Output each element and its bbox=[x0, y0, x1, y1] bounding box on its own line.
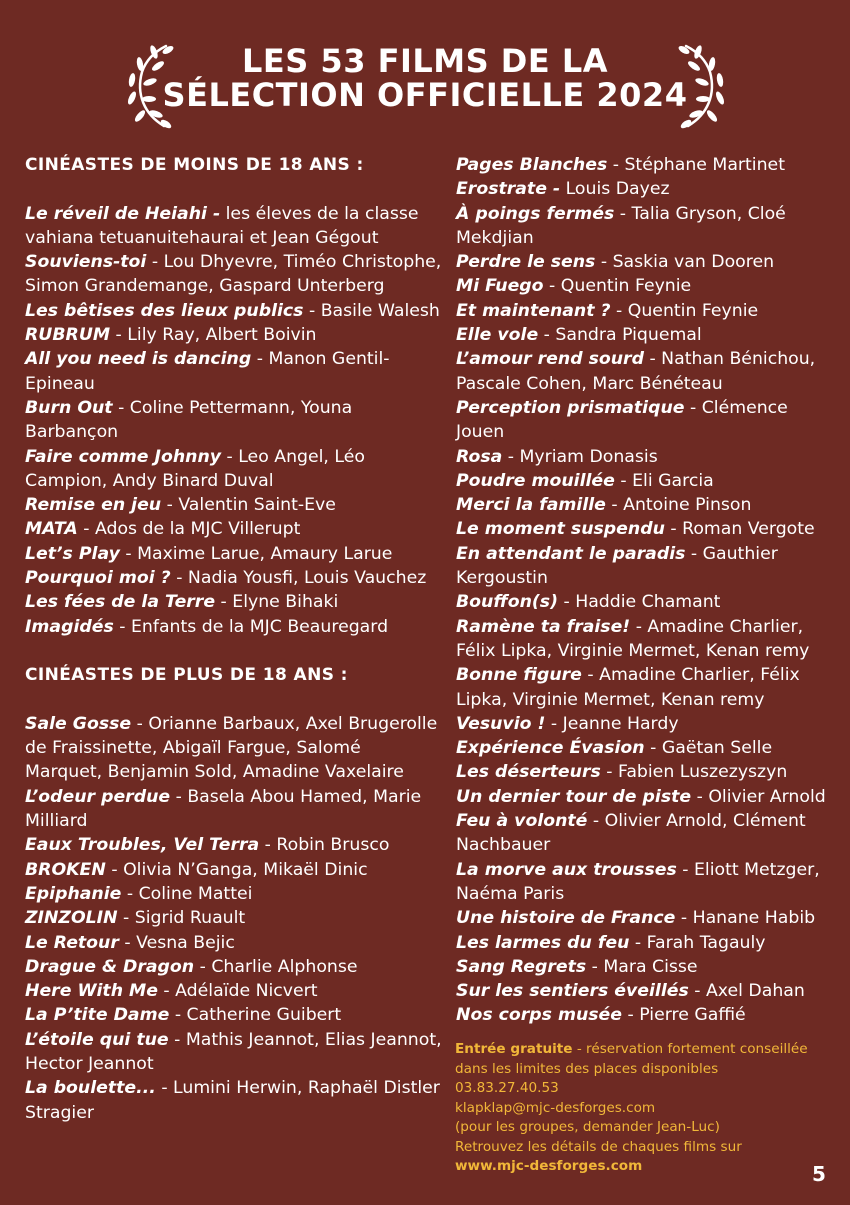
film-credits: - Roman Vergote bbox=[664, 519, 815, 540]
film-credits: - Gaëtan Selle bbox=[644, 738, 773, 759]
film-credits: - Lumini Herwin, Raphaël Distler Stragier bbox=[25, 1078, 440, 1123]
film-credits: - Hanane Habib bbox=[675, 908, 816, 929]
film-title: Feu à volonté bbox=[456, 811, 588, 832]
left-column bbox=[25, 153, 443, 1125]
film-credits: - Maxime Larue, Amaury Larue bbox=[119, 543, 393, 564]
film-credits: - Catherine Guibert bbox=[169, 1005, 342, 1026]
film-entry bbox=[456, 299, 836, 323]
film-entry bbox=[456, 663, 836, 712]
film-credits: - Manon Gentil-Epineau bbox=[25, 349, 390, 394]
film-entry bbox=[456, 445, 836, 469]
film-title: Perception prismatique bbox=[456, 397, 685, 418]
film-title: Un dernier tour de piste bbox=[456, 786, 692, 807]
film-entry bbox=[25, 566, 443, 590]
film-title: Eaux Troubles, Vel Terra bbox=[25, 835, 260, 856]
film-credits: - Jeanne Hardy bbox=[545, 713, 679, 734]
film-title: Burn Out bbox=[25, 397, 113, 418]
film-title: Faire comme Johnny bbox=[25, 446, 222, 467]
film-entry bbox=[456, 1003, 836, 1027]
film-entry bbox=[456, 323, 836, 347]
film-credits: - Quentin Feynie bbox=[543, 276, 692, 297]
film-credits: - Elyne Bihaki bbox=[215, 592, 339, 613]
details-note: Retrouvez les détails de chaques films sur bbox=[455, 1138, 742, 1155]
film-entry bbox=[456, 615, 836, 664]
film-entry bbox=[25, 979, 443, 1003]
film-list-over-18 bbox=[25, 712, 443, 1125]
film-title: Here With Me bbox=[25, 981, 158, 1002]
film-entry bbox=[25, 396, 443, 445]
film-entry bbox=[456, 396, 836, 445]
film-entry bbox=[25, 882, 443, 906]
email-address[interactable]: klapklap@mjc-desforges.com bbox=[455, 1099, 656, 1116]
film-credits: - Mathis Jeannot, Elias Jeannot, Hector Jeannot bbox=[25, 1029, 442, 1074]
film-credits: - Amadine Charlier, Félix Lipka, Virginie Mermet, Kenan remy bbox=[456, 665, 800, 710]
film-entry bbox=[456, 931, 836, 955]
film-credits: - Leo Angel, Léo Campion, Andy Binard Duval bbox=[25, 446, 365, 491]
film-title: Vesuvio ! bbox=[456, 713, 546, 734]
film-credits: - Olivier Arnold, Clément Nachbauer bbox=[456, 811, 806, 856]
film-credits: - Amadine Charlier, Félix Lipka, Virginie Mermet, Kenan remy bbox=[456, 616, 810, 661]
film-title: Elle vole bbox=[456, 325, 539, 346]
film-credits: - Stéphane Martinet bbox=[607, 155, 785, 175]
film-entry bbox=[25, 493, 443, 517]
film-title: Souviens-toi bbox=[25, 252, 147, 273]
film-title: L’amour rend sourd bbox=[456, 349, 644, 370]
title-line-2: SÉLECTION OFFICIELLE 2024 bbox=[162, 76, 688, 114]
film-credits: - Talia Gryson, Cloé Mekdjian bbox=[456, 203, 786, 248]
film-credits: les éleves de la classe vahiana tetuanuitehaurai et Jean Gégout bbox=[25, 203, 419, 248]
film-credits: - Valentin Saint-Eve bbox=[161, 495, 336, 516]
film-entry bbox=[25, 1076, 443, 1125]
film-credits: - Olivier Arnold bbox=[691, 786, 826, 807]
film-title: Les fées de la Terre bbox=[25, 592, 216, 613]
film-entry bbox=[25, 250, 443, 299]
film-entry bbox=[456, 542, 836, 591]
film-credits: - Eliott Metzger, Naéma Paris bbox=[456, 859, 820, 904]
film-credits: - Pierre Gaffié bbox=[622, 1005, 746, 1026]
film-credits: - Robin Brusco bbox=[259, 835, 390, 856]
film-credits: - Basela Abou Hamed, Marie Milliard bbox=[25, 786, 422, 832]
film-title: Expérience Évasion bbox=[456, 738, 645, 759]
film-title: Mi Fuego bbox=[456, 276, 544, 297]
film-entry bbox=[456, 906, 836, 930]
film-entry bbox=[456, 955, 836, 979]
film-title: Imagidés bbox=[25, 616, 114, 637]
film-title: ZINZOLIN bbox=[25, 908, 118, 929]
film-credits: - Clémence Jouen bbox=[456, 397, 788, 443]
film-title: Sang Regrets bbox=[456, 956, 587, 977]
right-column bbox=[456, 153, 836, 1028]
film-title: Let’s Play bbox=[25, 543, 120, 564]
laurel-icon bbox=[666, 44, 728, 130]
film-credits: - Adélaïde Nicvert bbox=[157, 981, 318, 1002]
title-line-1: LES 53 FILMS DE LA bbox=[241, 42, 608, 80]
film-title: Erostrate - bbox=[456, 179, 561, 200]
phone-number: 03.83.27.40.53 bbox=[455, 1080, 559, 1096]
page-number: 5 bbox=[812, 1162, 826, 1186]
page-header bbox=[0, 44, 850, 134]
film-title: L’étoile qui tue bbox=[25, 1029, 169, 1050]
film-entry bbox=[25, 1003, 443, 1027]
reservation-note: - réservation fortement conseillée dans les limites des places disponibles bbox=[455, 1041, 808, 1077]
film-title: Les déserteurs bbox=[456, 762, 601, 783]
film-entry bbox=[456, 202, 836, 251]
film-credits: - Fabien Luszezyszyn bbox=[600, 762, 788, 783]
film-title: Les bêtises des lieux publics bbox=[25, 300, 304, 321]
film-entry bbox=[456, 469, 836, 493]
film-credits: - Ados de la MJC Villerupt bbox=[77, 519, 301, 540]
film-entry bbox=[25, 517, 443, 541]
film-entry bbox=[456, 736, 836, 760]
film-title: Nos corps musée bbox=[456, 1005, 622, 1026]
film-entry bbox=[456, 153, 836, 177]
film-entry bbox=[456, 347, 836, 396]
film-entry bbox=[25, 347, 443, 396]
film-entry bbox=[25, 590, 443, 614]
info-box bbox=[455, 1040, 840, 1177]
film-title: L’odeur perdue bbox=[25, 786, 171, 807]
film-title: Ramène ta fraise! bbox=[456, 616, 631, 637]
film-credits: - Nadia Yousfi, Louis Vauchez bbox=[170, 568, 427, 589]
film-list-continued bbox=[456, 153, 836, 1028]
film-title: À poings fermés bbox=[456, 203, 615, 224]
film-title: Bonne figure bbox=[456, 665, 582, 686]
film-title: Une histoire de France bbox=[456, 908, 676, 929]
film-entry bbox=[456, 274, 836, 298]
film-title: La morve aux trousses bbox=[456, 859, 677, 880]
film-credits: - Vesna Bejic bbox=[118, 932, 235, 953]
film-entry bbox=[25, 712, 443, 785]
film-list-under-18 bbox=[25, 202, 443, 639]
film-entry bbox=[456, 760, 836, 784]
film-title: RUBRUM bbox=[25, 325, 111, 346]
film-entry bbox=[456, 785, 836, 809]
film-title: Et maintenant ? bbox=[456, 300, 611, 321]
film-title: Perdre le sens bbox=[456, 252, 596, 273]
film-title: Rosa bbox=[456, 446, 503, 467]
film-entry bbox=[25, 833, 443, 857]
groups-note: (pour les groupes, demander Jean-Luc) bbox=[455, 1119, 720, 1135]
film-credits: - Sigrid Ruault bbox=[117, 908, 246, 929]
film-entry bbox=[25, 785, 443, 834]
film-credits: - Farah Tagauly bbox=[629, 932, 766, 953]
website-link[interactable]: www.mjc-desforges.com bbox=[455, 1158, 643, 1174]
film-title: Le Retour bbox=[25, 932, 119, 953]
film-entry bbox=[25, 858, 443, 882]
film-credits: - Eli Garcia bbox=[614, 470, 714, 491]
film-entry bbox=[25, 323, 443, 347]
film-credits: - Myriam Donasis bbox=[502, 446, 658, 467]
film-title: Le réveil de Heiahi - bbox=[25, 203, 221, 224]
film-entry bbox=[25, 542, 443, 566]
film-title: En attendant le paradis bbox=[456, 543, 686, 564]
film-credits: - Enfants de la MJC Beauregard bbox=[113, 616, 389, 637]
film-entry bbox=[25, 299, 443, 323]
film-credits: - Lily Ray, Albert Boivin bbox=[110, 325, 317, 346]
film-credits: - Coline Pettermann, Youna Barbançon bbox=[25, 397, 353, 443]
film-entry bbox=[25, 955, 443, 979]
film-credits: - Basile Walesh bbox=[303, 300, 440, 321]
film-entry bbox=[456, 809, 836, 858]
film-credits: - Axel Dahan bbox=[688, 981, 805, 1002]
film-entry bbox=[25, 615, 443, 639]
film-title: Pourquoi moi ? bbox=[25, 568, 171, 589]
film-entry bbox=[456, 858, 836, 907]
film-title: Epiphanie bbox=[25, 883, 122, 904]
film-title: Sale Gosse bbox=[25, 713, 132, 734]
film-title: Merci la famille bbox=[456, 495, 606, 516]
film-entry bbox=[456, 590, 836, 614]
film-title: Bouffon(s) bbox=[456, 592, 558, 613]
film-credits: - Charlie Alphonse bbox=[194, 956, 358, 977]
film-credits: - Lou Dhyevre, Timéo Christophe, Simon Grandemange, Gaspard Unterberg bbox=[25, 252, 442, 297]
film-credits: - Quentin Feynie bbox=[610, 300, 759, 321]
film-title: Le moment suspendu bbox=[456, 519, 665, 540]
film-entry bbox=[456, 712, 836, 736]
film-credits: - Saskia van Dooren bbox=[595, 252, 775, 273]
film-entry bbox=[456, 517, 836, 541]
film-entry bbox=[25, 1028, 443, 1077]
film-entry bbox=[456, 250, 836, 274]
film-credits: - Haddie Chamant bbox=[558, 592, 721, 613]
section-heading-under-18: CINÉASTES DE MOINS DE 18 ANS : bbox=[25, 155, 364, 175]
section-heading-over-18: CINÉASTES DE PLUS DE 18 ANS : bbox=[25, 665, 348, 686]
film-credits: - Nathan Bénichou, Pascale Cohen, Marc Bénéteau bbox=[456, 349, 816, 394]
film-title: La boulette... bbox=[25, 1078, 156, 1099]
film-credits: - Orianne Barbaux, Axel Brugerolle de Fraissinette, Abigaïl Fargue, Salomé Marquet, Benjamin Sold, Amadine Vaxelaire bbox=[25, 713, 438, 783]
film-title: MATA bbox=[25, 519, 78, 540]
film-title: Les larmes du feu bbox=[456, 932, 630, 953]
film-title: Drague & Dragon bbox=[25, 956, 195, 977]
film-credits: - Gauthier Kergoustin bbox=[456, 543, 778, 589]
film-credits: - Olivia N’Ganga, Mikaël Dinic bbox=[105, 859, 368, 880]
film-entry bbox=[456, 493, 836, 517]
film-entry bbox=[25, 931, 443, 955]
film-entry bbox=[456, 979, 836, 1003]
film-title: Remise en jeu bbox=[25, 495, 162, 516]
film-entry bbox=[25, 202, 443, 251]
film-title: Sur les sentiers éveillés bbox=[456, 981, 689, 1002]
film-entry bbox=[456, 177, 836, 201]
film-title: Poudre mouillée bbox=[456, 470, 615, 491]
film-entry bbox=[25, 445, 443, 494]
film-entry bbox=[25, 906, 443, 930]
film-title: La P’tite Dame bbox=[25, 1005, 170, 1026]
film-credits: - Antoine Pinson bbox=[605, 495, 752, 516]
spacer bbox=[25, 639, 443, 663]
free-entry-label: Entrée gratuite bbox=[455, 1041, 573, 1057]
film-credits: - Sandra Piquemal bbox=[538, 325, 702, 346]
film-title: Pages Blanches bbox=[456, 155, 608, 175]
film-title: BROKEN bbox=[25, 859, 106, 880]
film-credits: - Mara Cisse bbox=[586, 956, 698, 977]
film-credits: - Coline Mattei bbox=[121, 883, 253, 904]
film-credits: Louis Dayez bbox=[560, 179, 670, 200]
film-title: All you need is dancing bbox=[25, 349, 252, 370]
admission-info bbox=[455, 1040, 840, 1079]
